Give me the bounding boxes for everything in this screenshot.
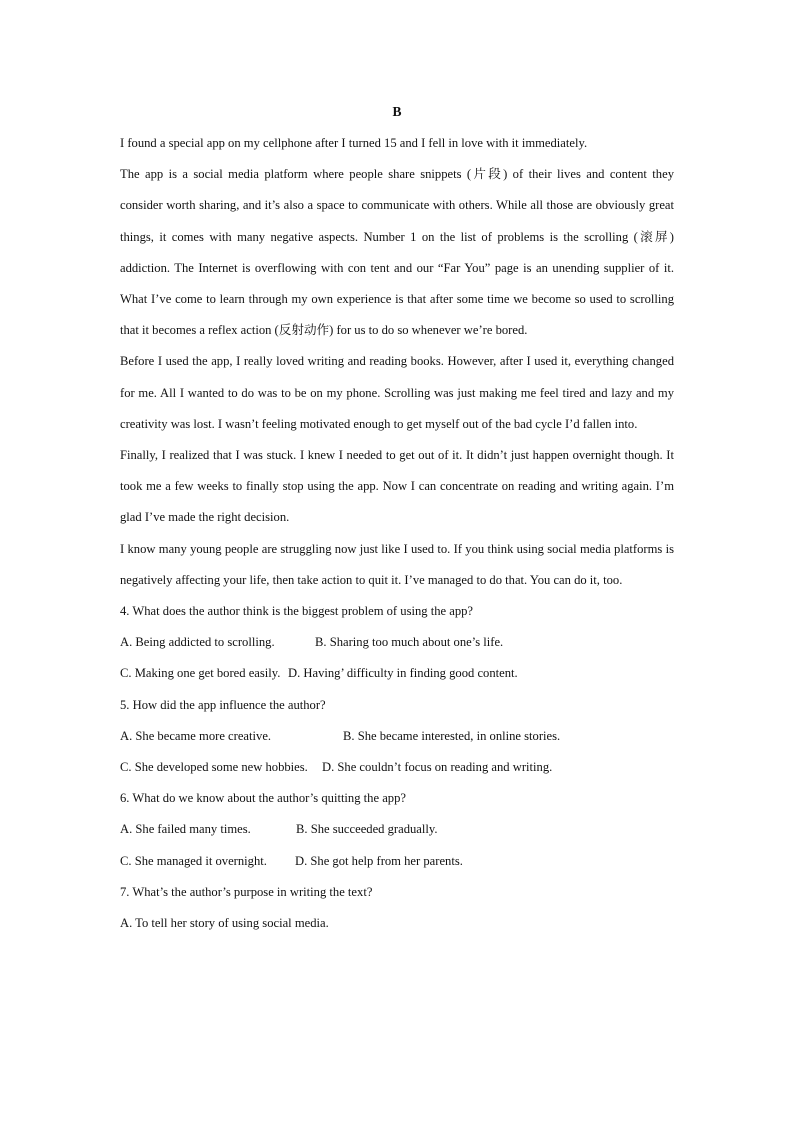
question-4-option-a: A. Being addicted to scrolling. <box>120 635 275 650</box>
question-4-option-b: B. Sharing too much about one’s life. <box>315 635 504 650</box>
question-6-options-row-1 <box>120 814 674 845</box>
question-5-options-row-2 <box>120 752 674 783</box>
paragraph-2: The app is a social media platform where people share snippets (片段) of their lives and content they consider worth sharing, and it’s also a space to communicate with others. While all those are obviously great things, it comes with many negative aspects. Number 1 on the list of problems is the scrolling (滚屏) addiction. The Internet is overflowing with con tent and our “Far You” page is an unending supplier of it. What I’ve come to learn through my own experience is that after some time we become so used to scrolling that it becomes a reflex action (反射动作) for us to do so whenever we’re bored. <box>120 167 674 338</box>
question-5-option-d: D. She couldn’t focus on reading and writing. <box>322 760 553 775</box>
paragraph-4: Finally, I realized that I was stuck. I knew I needed to get out of it. It didn’t just happen overnight though. It took me a few weeks to finally stop using the app. Now I can concentrate on reading and writing again. I’m glad I’ve made the right decision. <box>120 448 674 525</box>
paragraph-5: I know many young people are struggling now just like I used to. If you think using social media platforms is negatively affecting your life, then take action to quit it. I’ve managed to do that. You can do it, too. <box>120 541 674 587</box>
question-4-stem: 4. What does the author think is the biggest problem of using the app? <box>120 604 474 619</box>
question-5-option-b: B. She became interested, in online stories. <box>343 728 561 743</box>
question-5-option-a: A. She became more creative. <box>120 728 272 743</box>
question-5-option-c: C. She developed some new hobbies. <box>120 760 308 775</box>
paragraph-3: Before I used the app, I really loved writing and reading books. However, after I used it, everything changed for me. All I wanted to do was to be on my phone. Scrolling was just making me feel tired and lazy and my creativity was lost. I wasn’t feeling motivated enough to get myself out of the bad cycle I’d fallen into. <box>120 354 674 431</box>
question-4-option-c: C. Making one get bored easily. <box>120 666 281 681</box>
question-4-options-row-2 <box>120 658 674 689</box>
paragraph-1: I found a special app on my cellphone after I turned 15 and I fell in love with it immediately. <box>120 136 588 150</box>
question-6-option-a: A. She failed many times. <box>120 822 251 837</box>
passage-body <box>120 128 674 939</box>
question-6-option-b: B. She succeeded gradually. <box>296 822 438 837</box>
question-6-stem: 6. What do we know about the author’s quitting the app? <box>120 791 406 806</box>
question-4-options-row-1 <box>120 627 674 658</box>
question-5-stem: 5. How did the app influence the author? <box>120 697 326 712</box>
question-6-options-row-2 <box>120 846 674 877</box>
question-5-options-row-1 <box>120 721 674 752</box>
question-7-stem: 7. What’s the author’s purpose in writing the text? <box>120 884 373 899</box>
question-7-options-row-1 <box>120 908 674 939</box>
question-4-option-d: D. Having’ difficulty in finding good content. <box>288 666 518 681</box>
question-6-option-c: C. She managed it overnight. <box>120 853 267 868</box>
question-7-option-a: A. To tell her story of using social media. <box>120 916 329 931</box>
section-title: B <box>392 104 402 119</box>
question-6-option-d: D. She got help from her parents. <box>295 853 463 868</box>
